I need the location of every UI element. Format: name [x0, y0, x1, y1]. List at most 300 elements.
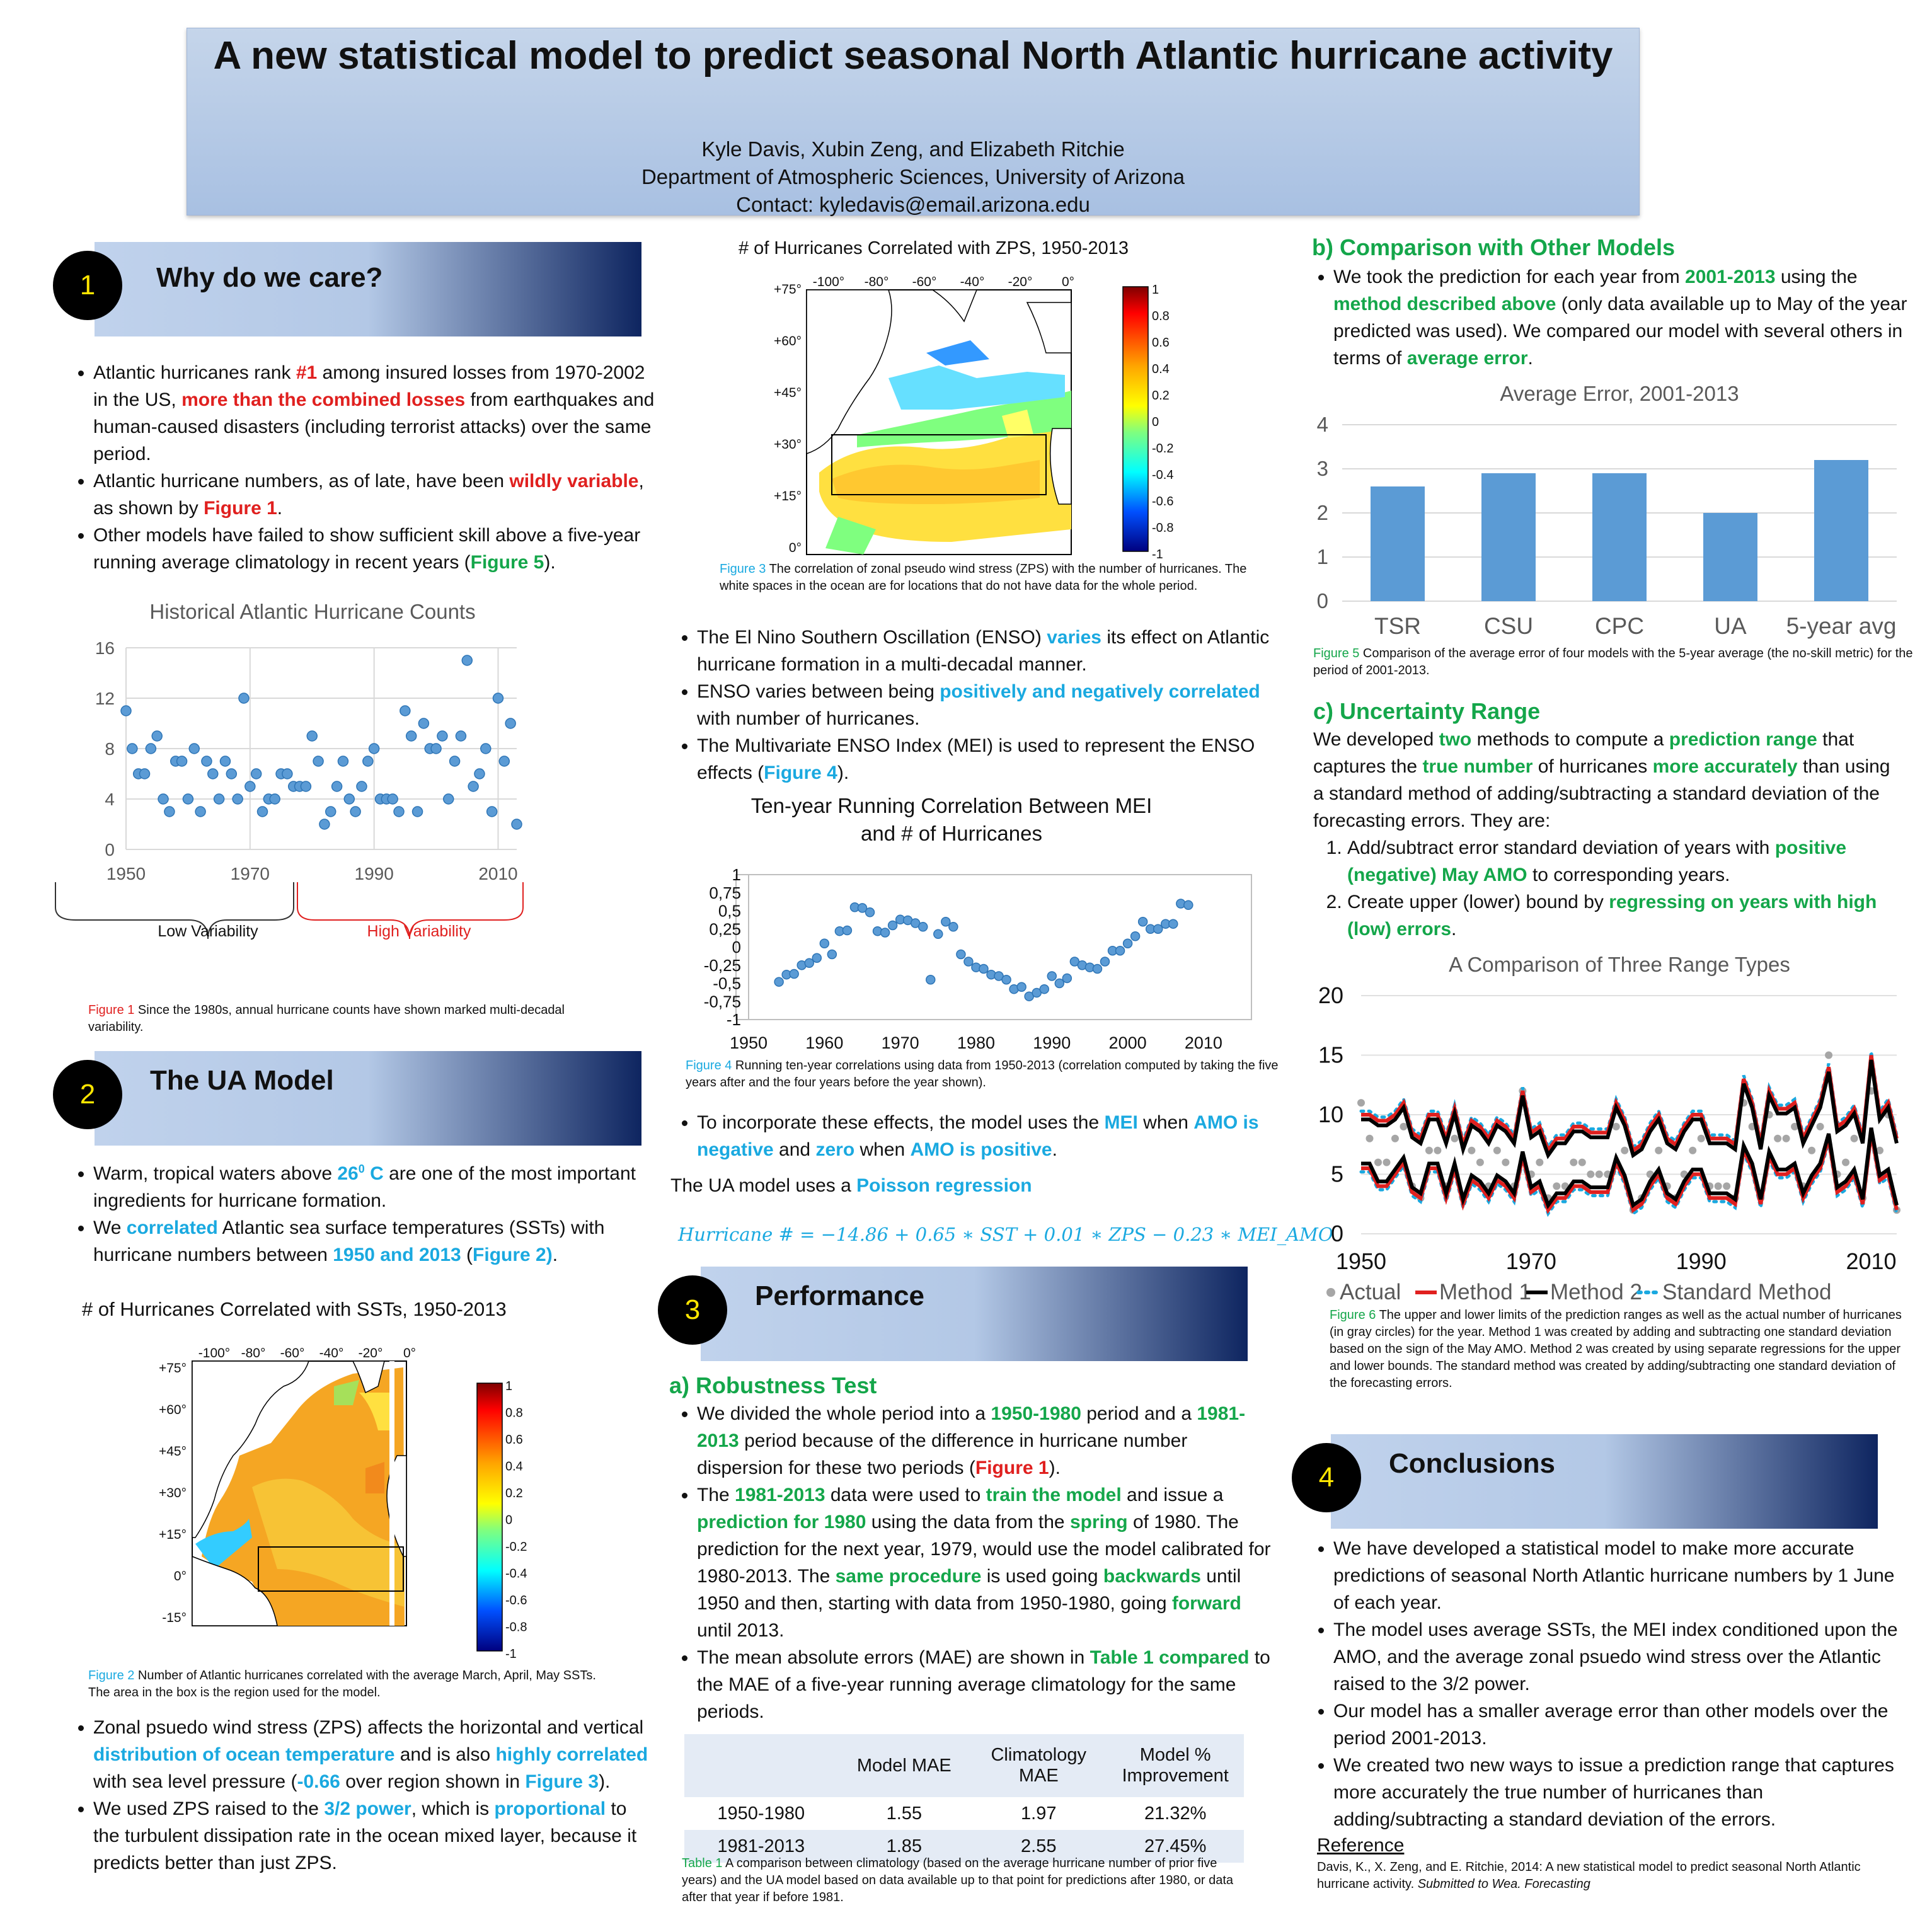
y-tick-label: 2 [1316, 501, 1328, 524]
x-tick-label: 2010 [1184, 1033, 1222, 1052]
authors: Kyle Davis, Xubin Zeng, and Elizabeth Ritchie [701, 137, 1125, 161]
bullet: • Atlantic hurricanes rank #1 among insured losses from 1970-2002 in the US, more than the combined losses from earthquakes and human-caused disasters (including terrorist attacks) over the same period. [93, 359, 657, 468]
bullet: • Our model has a smaller average error than other models over the period 2001-2013. [1333, 1698, 1909, 1752]
colorbar-label: 0.8 [1152, 309, 1170, 323]
table-cell: 27.45% [1107, 1830, 1244, 1863]
zps-map-title: # of Hurricanes Correlated with ZPS, 1950-2013 [739, 238, 1129, 258]
figure-6-caption: Figure 6 The upper and lower limits of the prediction ranges as well as the actual number of hurricanes (in gray circles) for the year. Method 1 was created by adding and subtracting one standard deviation based on the sign of the May AMO. Method 2 was created by using separate regressions for the upper and lower bounds. The standard method was created by adding/subtracting one standard deviation of the forecasting errors. [1330, 1308, 1902, 1390]
actual-point [1621, 1147, 1628, 1154]
table-cell: 2.55 [970, 1830, 1107, 1863]
conclusion-bullets [1304, 1535, 1909, 1833]
table-header-cell: Model % Improvement [1107, 1734, 1244, 1797]
bullet: • We used ZPS raised to the 3/2 power, which is proportional to the turbulent dissipation rate in the ocean mixed layer, because it predicts better than just ZPS. [93, 1795, 657, 1877]
chart-title: Average Error, 2001-2013 [1500, 382, 1739, 405]
comparison-bullets [1304, 263, 1909, 372]
section-2-bullets-b [64, 1714, 657, 1877]
bullet: • We divided the whole period into a 1950-1980 period and a 1981-2013 period because of the difference in hurricane number dispersion for these two periods (Figure 1). [697, 1400, 1273, 1481]
table-cell: 1.97 [970, 1797, 1107, 1830]
data-point [413, 807, 423, 817]
actual-point [1723, 1182, 1730, 1190]
section-1-title: Why do we care? [156, 262, 383, 293]
section-3-banner [701, 1267, 1248, 1361]
data-point [462, 655, 472, 665]
data-point [418, 718, 428, 728]
data-point [214, 794, 224, 804]
colorbar-label: 0.4 [1152, 362, 1170, 376]
numbered-item: 1. Add/subtract error standard deviation of years with positive (negative) May AMO to corresponding years. [1347, 834, 1906, 888]
data-point [474, 769, 485, 779]
x-tick-label: 2010 [1846, 1248, 1897, 1274]
section-1-number: 1 [53, 251, 122, 320]
figure-3-caption: Figure 3 The correlation of zonal pseudo wind stress (ZPS) with the number of hurricanes. The white spaces in the ocean are for locations that do not have data for the whole period. [720, 562, 1247, 593]
data-point [979, 965, 988, 974]
section-3-number: 3 [658, 1275, 727, 1345]
latitude-label: +30° [773, 437, 802, 452]
data-point [127, 744, 137, 754]
x-tick-label: 5-year avg [1786, 613, 1897, 639]
bullet: • We created two new ways to issue a prediction range that captures more accurately the true number of hurricanes than adding/subtracting a standard deviation of the errors. [1333, 1752, 1909, 1833]
x-tick-label: 1960 [805, 1033, 844, 1052]
chart-title-line-2: and # of Hurricanes [861, 822, 1042, 845]
actual-point [1536, 1159, 1543, 1166]
colorbar-label: 0.8 [505, 1406, 523, 1420]
data-point [344, 794, 354, 804]
table-cell: 1.85 [837, 1830, 970, 1863]
y-tick-label: 4 [105, 790, 115, 809]
data-point [202, 756, 212, 766]
y-tick-label: 0 [105, 840, 115, 860]
latitude-label: +75° [158, 1361, 187, 1376]
data-point [245, 781, 255, 791]
data-point [270, 794, 280, 804]
data-point [493, 693, 503, 703]
actual-point [1613, 1123, 1620, 1130]
data-point [282, 769, 292, 779]
x-tick-label: 1970 [230, 864, 270, 883]
data-point [1002, 975, 1011, 984]
actual-point [1366, 1135, 1373, 1142]
data-point [208, 769, 218, 779]
data-point [326, 807, 336, 817]
latitude-label: +60° [773, 334, 802, 348]
actual-point [1689, 1147, 1696, 1154]
data-point [1169, 919, 1178, 928]
data-point [919, 923, 928, 931]
data-point [1040, 985, 1049, 994]
data-point [512, 819, 522, 829]
bar [1481, 473, 1536, 601]
data-point [1093, 965, 1101, 974]
section-2-title: The UA Model [150, 1065, 334, 1096]
bullet: • We correlated Atlantic sea surface temperatures (SSTs) with hurricane numbers between 1950 and 2013 (Figure 2). [93, 1214, 657, 1268]
figure-4-caption: Figure 4 Running ten-year correlations using data from 1950-2013 (correlation computed by taking the five years after and the four years before the year shown). [686, 1059, 1279, 1090]
figure-1-chart [63, 592, 542, 940]
longitude-label: -100° [198, 1346, 231, 1360]
bullet: • ENSO varies between being positively and negatively correlated with number of hurricanes. [697, 678, 1273, 732]
data-point [1017, 982, 1026, 991]
x-tick-label: 1990 [1033, 1033, 1071, 1052]
data-point [140, 769, 150, 779]
table-cell: 1.55 [837, 1797, 970, 1830]
data-point [177, 756, 187, 766]
data-point [400, 706, 410, 716]
longitude-label: -40° [319, 1346, 344, 1360]
bullet: • The mean absolute errors (MAE) are shown in Table 1 compared to the MAE of a five-year running average climatology for the same periods. [697, 1644, 1273, 1725]
data-point [357, 781, 367, 791]
table-1-caption: Table 1 A comparison between climatology (based on the average hurricane number of prior five years) and the UA model based on data available up to that point for predictions after 1980, or data after that year if before 1981. [682, 1856, 1234, 1904]
poster-title: A new statistical model to predict seasonal North Atlantic hurricane activity [213, 34, 1613, 78]
data-point [805, 958, 814, 967]
data-point [183, 794, 193, 804]
y-tick-label: -0,5 [713, 974, 741, 993]
bar [1371, 486, 1425, 601]
table-cell: 21.32% [1107, 1797, 1244, 1830]
data-point [363, 756, 373, 766]
section-1-bullets [64, 359, 657, 576]
y-tick-label: 8 [105, 739, 115, 759]
latitude-label: +75° [773, 282, 802, 297]
actual-point [1783, 1135, 1790, 1142]
data-point [195, 807, 205, 817]
y-tick-label: 1 [732, 865, 741, 884]
data-point [468, 781, 478, 791]
data-point [949, 923, 958, 931]
numbered-item: 2. Create upper (lower) bound by regressing on years with high (low) errors. [1347, 888, 1906, 943]
longitude-label: -20° [358, 1346, 383, 1360]
data-point [934, 929, 943, 938]
data-point [1154, 924, 1163, 933]
table-row [684, 1797, 1244, 1830]
longitude-label: -60° [280, 1346, 305, 1360]
actual-point [1476, 1159, 1484, 1166]
latitude-label: 0° [788, 541, 802, 555]
actual-point [1502, 1159, 1509, 1166]
figure-5-chart [1304, 374, 1909, 645]
sst-colorbar [477, 1383, 502, 1651]
y-tick-label: -1 [726, 1010, 741, 1029]
x-tick-label: 1980 [957, 1033, 995, 1052]
data-point [1116, 946, 1125, 955]
latitude-label: +15° [158, 1527, 187, 1542]
section-1-banner [95, 242, 641, 336]
sst-map-title: # of Hurricanes Correlated with SSTs, 1950-2013 [82, 1298, 507, 1320]
column-2-bullets-b [668, 1109, 1273, 1163]
actual-point [1391, 1135, 1399, 1142]
longitude-label: -60° [912, 275, 937, 289]
section-3-bullets [668, 1400, 1273, 1725]
chart-title: A Comparison of Three Range Types [1449, 953, 1790, 976]
actual-point [1587, 1171, 1594, 1178]
x-tick-label: 1950 [106, 864, 146, 883]
table-header-cell: Climatology MAE [970, 1734, 1107, 1797]
section-4-banner [1331, 1434, 1878, 1529]
colorbar-label: -0.6 [505, 1594, 527, 1607]
y-tick-label: 0,75 [709, 883, 741, 902]
x-tick-label: 2010 [478, 864, 518, 883]
data-point [505, 718, 515, 728]
section-2-banner [95, 1051, 641, 1146]
data-point [1055, 979, 1064, 988]
colorbar-label: 1 [505, 1379, 513, 1393]
data-point [450, 756, 460, 766]
data-point [1124, 939, 1132, 948]
reference-text: Davis, K., X. Zeng, and E. Ritchie, 2014: A new statistical model to predict seasonal North Atlantic hurricane activity. Submitted to Wea. Forecasting [1317, 1860, 1861, 1891]
actual-point [1493, 1147, 1501, 1154]
data-point [301, 781, 311, 791]
data-point [866, 908, 875, 917]
zps-correlation-map [762, 265, 1216, 561]
data-point [456, 731, 466, 741]
actual-point [1817, 1123, 1824, 1130]
high-variability-label: High Variability [367, 923, 471, 940]
section-2-bullets-a [64, 1156, 657, 1268]
actual-point [1774, 1135, 1781, 1142]
x-tick-label: 1990 [1676, 1248, 1727, 1274]
actual-point [1434, 1147, 1441, 1154]
figure-2-caption: Figure 2 Number of Atlantic hurricanes correlated with the average March, April, May SSTs. The area in the box is the region used for the model. [88, 1669, 596, 1699]
contact: Contact: kyledavis@email.arizona.edu [736, 193, 1090, 216]
actual-point [1825, 1052, 1832, 1059]
colorbar-label: 0 [1152, 415, 1159, 429]
y-tick-label: 12 [95, 689, 115, 708]
bullet: • The El Nino Southern Oscillation (ENSO) varies its effect on Atlantic hurricane formation in a multi-decadal manner. [697, 624, 1273, 678]
plot-frame [736, 875, 1251, 1020]
data-point [827, 950, 836, 959]
longitude-label: -80° [864, 275, 889, 289]
data-point [226, 769, 236, 779]
y-tick-label: 15 [1318, 1042, 1343, 1068]
legend-label: Method 2 [1550, 1280, 1642, 1304]
bullet: • Other models have failed to show sufficient skill above a five-year running average climatology in recent years (Figure 5). [93, 522, 657, 576]
longitude-label: -80° [241, 1346, 266, 1360]
actual-point [1715, 1182, 1722, 1190]
latitude-label: +30° [158, 1486, 187, 1500]
colorbar-label: -0.8 [505, 1620, 527, 1635]
actual-point [1357, 1099, 1365, 1107]
table-header-cell: Model MAE [837, 1734, 970, 1797]
x-tick-label: TSR [1374, 613, 1421, 639]
data-point [1100, 957, 1109, 966]
section-4-number: 4 [1292, 1443, 1361, 1512]
data-point [957, 950, 965, 959]
colorbar-label: -1 [1152, 548, 1163, 561]
colorbar-label: 0.4 [505, 1459, 523, 1474]
bar [1814, 460, 1868, 601]
bullet: • The Multivariate ENSO Index (MEI) is used to represent the ENSO effects (Figure 4). [697, 732, 1273, 786]
data-point [146, 744, 156, 754]
data-point [307, 731, 317, 741]
colorbar-label: -0.8 [1152, 521, 1174, 535]
y-tick-label: 4 [1316, 413, 1328, 436]
data-point [319, 819, 330, 829]
author-block [187, 135, 1639, 219]
data-point [790, 970, 798, 979]
latitude-label: +45° [773, 386, 802, 400]
data-point [313, 756, 323, 766]
y-tick-label: 0,5 [718, 901, 741, 921]
data-point [338, 756, 348, 766]
title-banner [187, 28, 1640, 216]
legend-label: Actual [1340, 1280, 1401, 1304]
sst-correlation-map [145, 1330, 548, 1661]
column-2-bullets-a [668, 624, 1273, 786]
data-point [258, 807, 268, 817]
actual-point [1655, 1147, 1662, 1154]
y-tick-label: 0 [1330, 1221, 1343, 1246]
actual-point [1451, 1135, 1458, 1142]
data-point [388, 794, 398, 804]
bar [1703, 513, 1757, 601]
y-tick-label: 0 [1316, 589, 1328, 612]
latitude-label: 0° [173, 1569, 187, 1584]
data-point [152, 731, 162, 741]
actual-point [1553, 1182, 1560, 1190]
data-point [350, 807, 360, 817]
colorbar-label: -0.4 [505, 1567, 527, 1581]
data-point [487, 807, 497, 817]
data-point [444, 794, 454, 804]
x-tick-label: 1970 [881, 1033, 919, 1052]
x-tick-label: 1950 [1335, 1248, 1387, 1274]
x-tick-label: 1970 [1505, 1248, 1556, 1274]
data-point [369, 744, 379, 754]
bar [1592, 473, 1647, 601]
zps-colorbar [1123, 287, 1148, 551]
colorbar-label: 0.2 [1152, 389, 1170, 403]
reference-title: Reference [1317, 1835, 1405, 1856]
data-point [926, 975, 935, 984]
bullet: • To incorporate these effects, the model uses the MEI when AMO is negative and zero when AMO is positive. [697, 1109, 1273, 1163]
legend-label: Method 1 [1439, 1280, 1531, 1304]
colorbar-label: 1 [1152, 283, 1159, 297]
actual-point [1851, 1135, 1858, 1142]
figure-5-caption: Figure 5 Comparison of the average error of four models with the 5-year average (the no-skill metric) for the period of 2001-2013. [1313, 647, 1913, 677]
y-tick-label: 0,25 [709, 919, 741, 939]
bullet: • The 1981-2013 data were used to train the model and issue a prediction for 1980 using the data from the spring of 1980. The prediction for the next year, 1979, would use the model calibrated for 1980-2013. The same procedure is used going backwards until 1950 and then, starting with data from 1950-1980, going forward until 2013. [697, 1481, 1273, 1644]
y-tick-label: 1 [1316, 545, 1328, 568]
actual-point [1570, 1159, 1577, 1166]
data-point [431, 744, 441, 754]
actual-point [1578, 1159, 1586, 1166]
latitude-label: +60° [158, 1403, 187, 1417]
actual-point [1596, 1171, 1603, 1178]
y-tick-label: 10 [1318, 1101, 1343, 1127]
data-point [437, 731, 447, 741]
data-point [164, 807, 175, 817]
department: Department of Atmospheric Sciences, University of Arizona [641, 165, 1185, 188]
y-tick-label: 3 [1316, 457, 1328, 480]
colorbar-label: 0.6 [1152, 336, 1170, 350]
data-point [812, 953, 821, 962]
mae-table [684, 1734, 1244, 1863]
data-point [1047, 972, 1056, 980]
x-tick-label: 1950 [729, 1033, 768, 1052]
uncertainty-title: c) Uncertainty Range [1313, 698, 1541, 724]
data-point [820, 939, 829, 948]
data-point [964, 957, 973, 966]
legend-marker [1326, 1288, 1335, 1297]
data-point [499, 756, 509, 766]
section-2-number: 2 [53, 1060, 122, 1129]
longitude-label: -100° [812, 275, 845, 289]
colorbar-label: -0.2 [1152, 442, 1174, 456]
y-tick-label: 0 [732, 938, 741, 957]
data-point [881, 928, 890, 937]
data-point [239, 693, 249, 703]
x-tick-label: UA [1714, 613, 1747, 639]
latitude-label: +15° [773, 489, 802, 503]
data-point [121, 706, 131, 716]
bullet: • Warm, tropical waters above $26^0$ C are one of the most important ingredients for hurricane formation. [93, 1156, 657, 1214]
x-tick-label: CSU [1483, 613, 1534, 639]
bullet: • Zonal psuedo wind stress (ZPS) affects the horizontal and vertical distribution of ocean temperature and is also highly correlated with sea level pressure (-0.66 over region shown in Figure 3). [93, 1714, 657, 1795]
longitude-label: 0° [403, 1346, 417, 1360]
data-point [1184, 900, 1193, 909]
legend-label: Standard Method [1662, 1280, 1832, 1304]
table-cell: 1981-2013 [684, 1830, 837, 1863]
low-variability-label: Low Variability [158, 923, 258, 940]
y-tick-label: -0,25 [703, 955, 741, 975]
x-tick-label: 1990 [354, 864, 394, 883]
robustness-title: a) Robustness Test [669, 1372, 877, 1398]
chart-title-line-1: Ten-year Running Correlation Between MEI [750, 794, 1153, 817]
y-tick-label: 16 [95, 638, 115, 658]
data-point [481, 744, 491, 754]
actual-point [1808, 1147, 1815, 1154]
data-point [842, 926, 851, 935]
data-point [406, 731, 417, 741]
colorbar-label: -0.4 [1152, 468, 1174, 482]
y-tick-label: 5 [1330, 1161, 1343, 1187]
comparison-title: b) Comparison with Other Models [1312, 234, 1676, 260]
table-cell: 1950-1980 [684, 1797, 837, 1830]
colorbar-label: 0 [505, 1513, 513, 1527]
table-header-row [684, 1734, 1244, 1797]
data-point [394, 807, 404, 817]
figure-4-chart [668, 788, 1273, 1052]
colorbar-label: 0.6 [505, 1433, 523, 1447]
model-equation: Hurricane # = −14.86 + 0.65 ∗ SST + 0.01 ∗ ZPS − 0.23 ∗ MEI_AMO [678, 1224, 1333, 1245]
actual-point [1374, 1159, 1382, 1166]
actual-point [1698, 1135, 1705, 1142]
data-point [251, 769, 262, 779]
x-tick-label: CPC [1594, 613, 1645, 639]
data-point [1131, 932, 1140, 941]
data-point [1139, 917, 1147, 926]
colorbar-label: -0.2 [505, 1540, 527, 1554]
colorbar-label: 0.2 [505, 1486, 523, 1500]
chart-title: Historical Atlantic Hurricane Counts [149, 600, 476, 623]
table-header-cell [684, 1734, 837, 1797]
bullet: • Atlantic hurricane numbers, as of late, have been wildly variable, as shown by Figure 1. [93, 468, 657, 522]
figure-1-caption: Figure 1 Since the 1980s, annual hurricane counts have shown marked multi-decadal variability. [88, 1003, 565, 1034]
longitude-label: 0° [1061, 275, 1075, 289]
x-tick-label: 2000 [1108, 1033, 1147, 1052]
data-point [774, 977, 783, 986]
uncertainty-text: We developed two methods to compute a prediction range that captures the true number of hurricanes more accurately than using a standard method of adding/subtracting a standard deviation of the forecasting errors. They are: 1. Add/subtract error standard deviation of years with positive (negative) May AMO to corresponding years. 2. Create upper (lower) bound by regressing on years with high (low) errors. [1313, 726, 1906, 943]
bullet: • We took the prediction for each year from 2001-2013 using the method described above (only data available up to May of the year predicted was used). We compared our model with several others in terms of average error. [1333, 263, 1909, 372]
latitude-label: -15° [162, 1611, 187, 1625]
data-point [220, 756, 230, 766]
colorbar-label: -1 [505, 1647, 517, 1661]
actual-point [1383, 1159, 1390, 1166]
actual-point [1400, 1123, 1407, 1130]
section-4-title: Conclusions [1389, 1448, 1556, 1479]
colorbar-label: -0.6 [1152, 495, 1174, 509]
y-tick-label: 20 [1318, 982, 1343, 1008]
bullet: • The model uses average SSTs, the MEI index conditioned upon the AMO, and the average zonal psuedo wind stress over the Atlantic raised to the 3/2 power. [1333, 1616, 1909, 1698]
longitude-label: -20° [1008, 275, 1033, 289]
